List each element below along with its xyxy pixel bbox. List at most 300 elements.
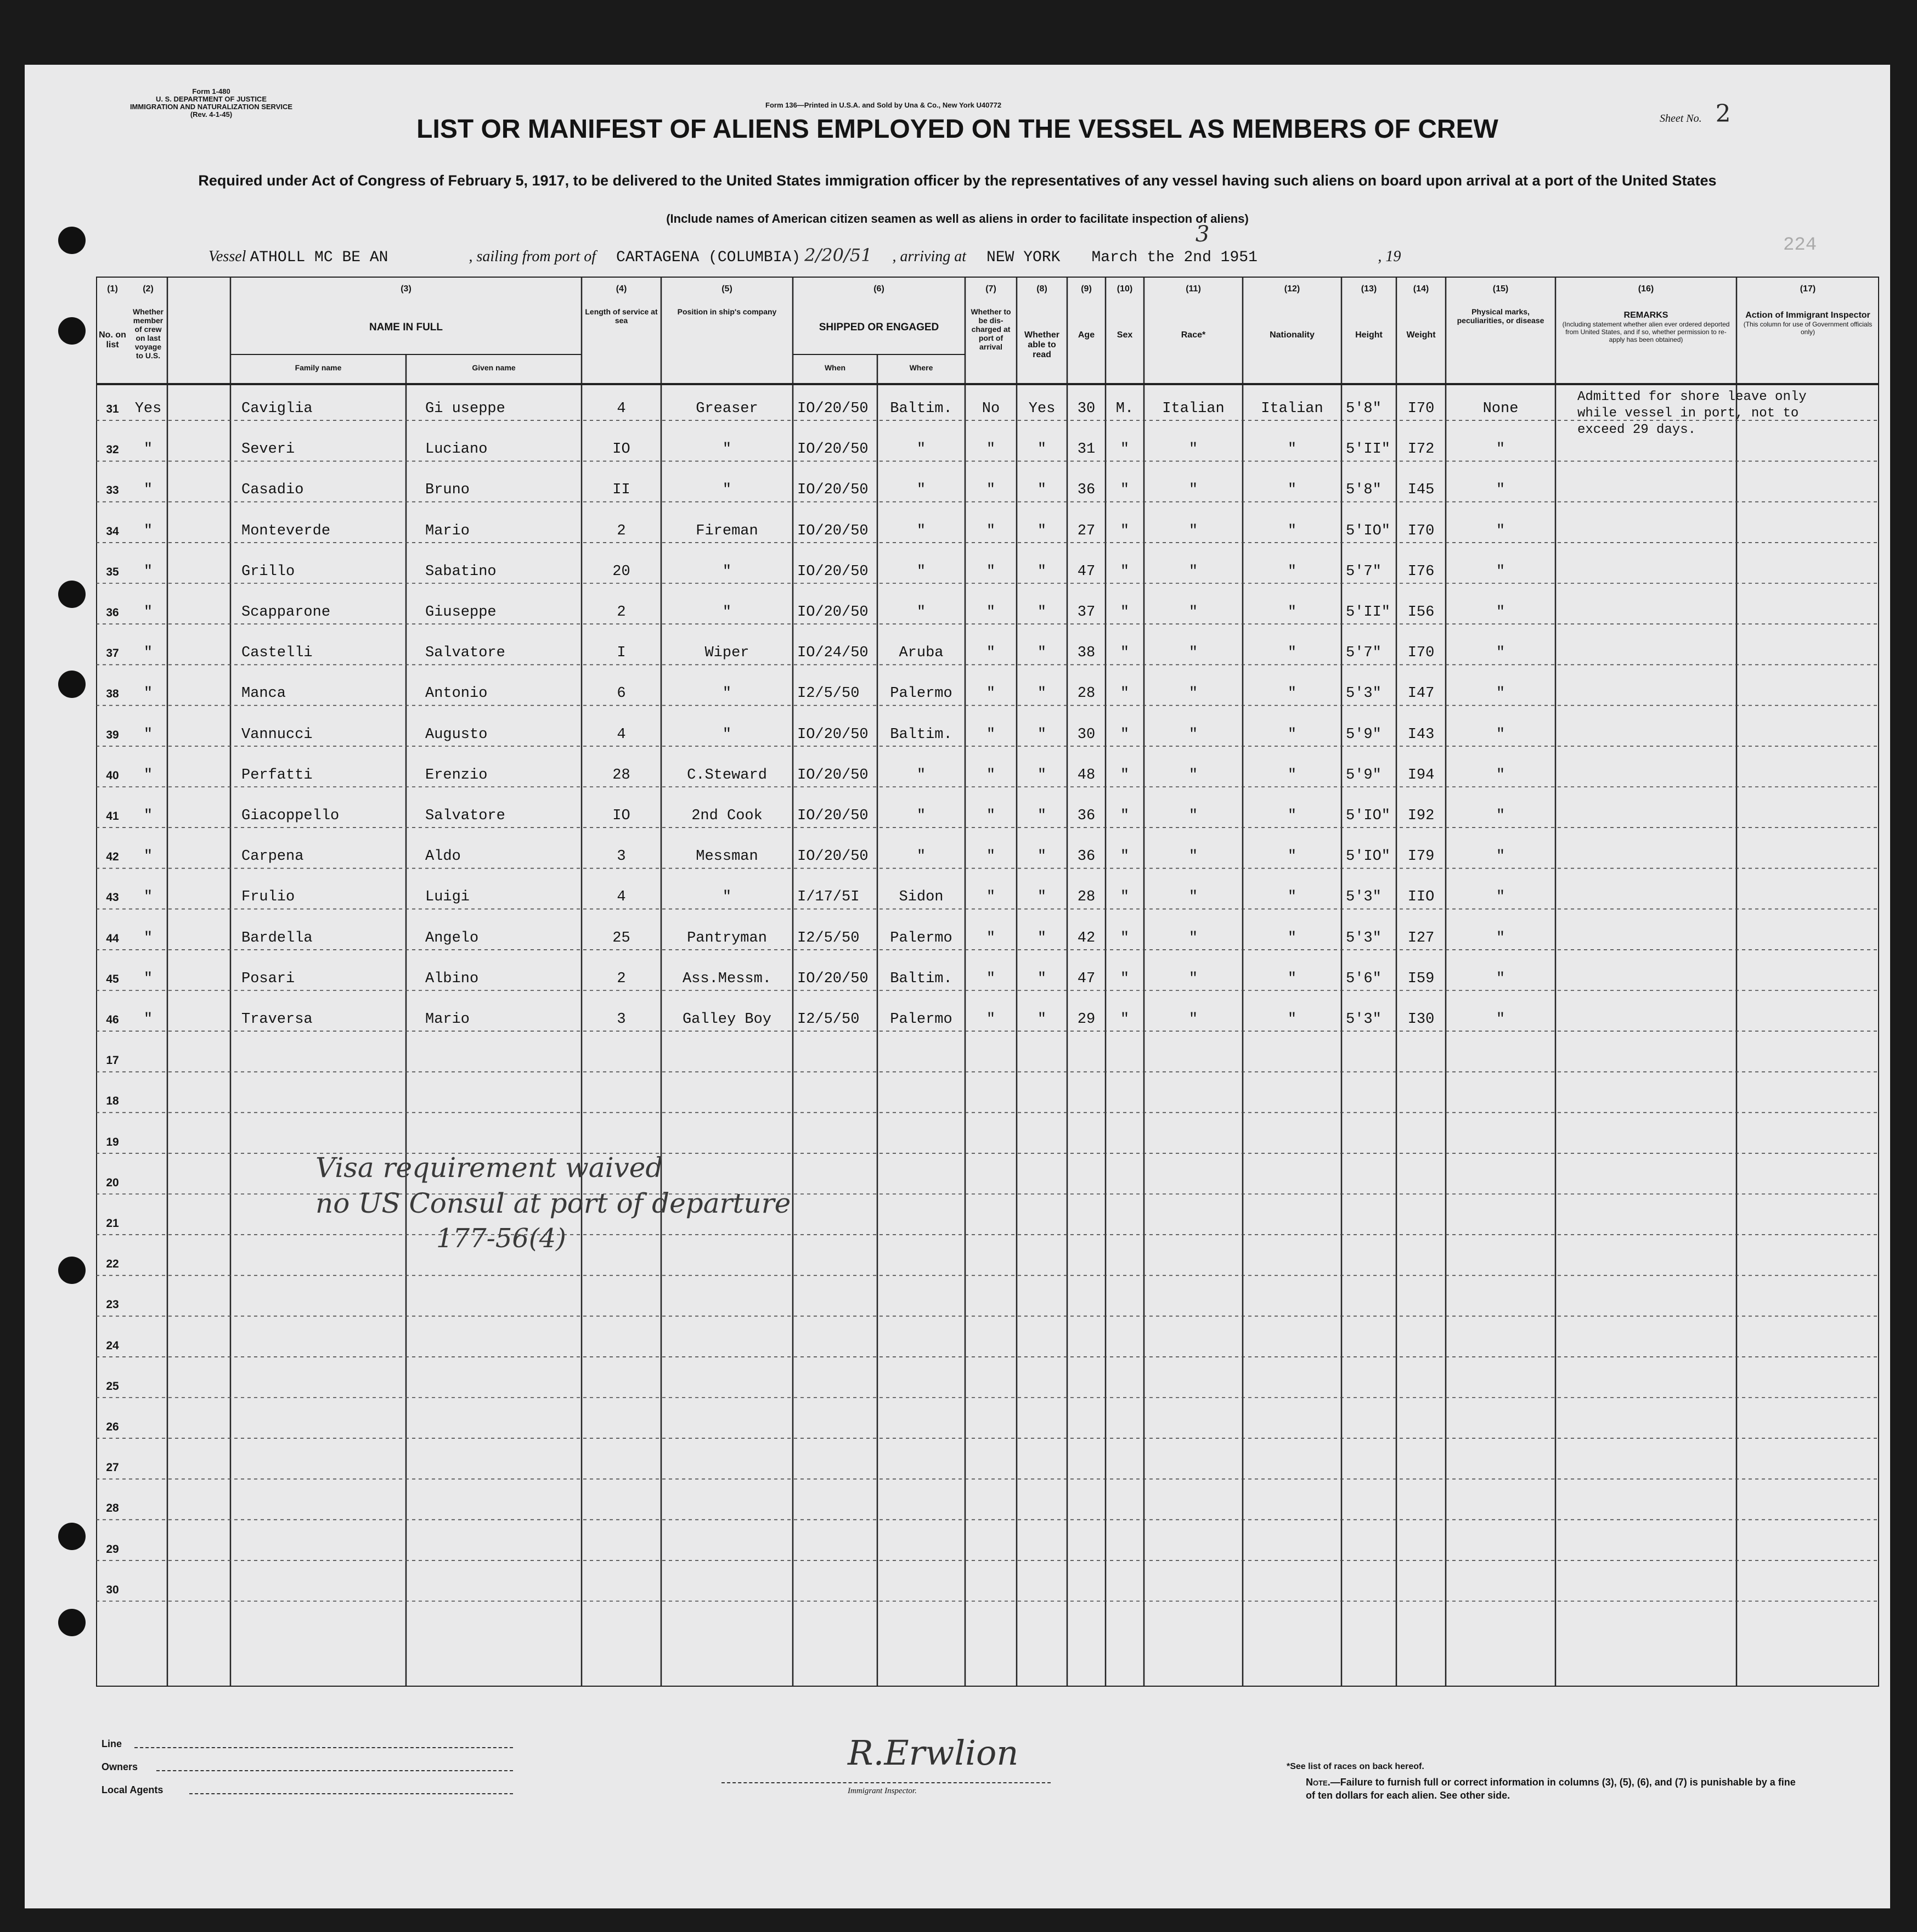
cell-service: 2 bbox=[617, 604, 626, 621]
cell-height: 5'7" bbox=[1346, 563, 1382, 580]
cell-nationality: " bbox=[1287, 604, 1297, 621]
cell-nationality: " bbox=[1287, 645, 1297, 662]
row-number: 22 bbox=[106, 1258, 119, 1271]
cell-sex: " bbox=[1120, 970, 1130, 987]
row-number: 30 bbox=[106, 1583, 119, 1596]
cell-nationality: " bbox=[1287, 889, 1297, 906]
binder-hole bbox=[58, 227, 86, 254]
column-header-label: Race* bbox=[1181, 330, 1206, 340]
cell-given: Albino bbox=[425, 970, 479, 987]
column-number: (16) bbox=[1638, 284, 1654, 294]
cell-marks: None bbox=[1482, 401, 1519, 417]
cell-given: Luciano bbox=[425, 441, 488, 458]
cell-race: Italian bbox=[1162, 401, 1225, 417]
cell-weight: I94 bbox=[1407, 767, 1435, 784]
column-header bbox=[1399, 330, 1444, 340]
cell-age: 30 bbox=[1077, 726, 1096, 743]
column-header-label: NAME IN FULL bbox=[369, 322, 443, 333]
cell-race: " bbox=[1188, 441, 1198, 458]
cell-race: " bbox=[1188, 889, 1198, 906]
column-header-note: (Including statement whether alien ever ordered deported from United States, and if so, whether permission to re-apply has been obtained) bbox=[1562, 320, 1730, 343]
cell-sex: " bbox=[1120, 685, 1130, 702]
cell-age: 27 bbox=[1077, 522, 1096, 539]
cell-nationality: " bbox=[1287, 767, 1297, 784]
cell-where: " bbox=[916, 441, 926, 458]
cell-when: I2/5/50 bbox=[797, 1011, 860, 1028]
column-header-label: Weight bbox=[1406, 330, 1436, 340]
cell-given: Giuseppe bbox=[425, 604, 497, 621]
family-name-header: Family name bbox=[295, 363, 342, 372]
cell-prev: " bbox=[143, 889, 153, 906]
cell-age: 28 bbox=[1077, 889, 1096, 906]
cell-sex: " bbox=[1120, 889, 1130, 906]
cell-read: Yes bbox=[1028, 401, 1056, 417]
row-number: 45 bbox=[106, 972, 119, 985]
cell-given: Salvatore bbox=[425, 808, 505, 824]
cell-when: I2/5/50 bbox=[797, 930, 860, 947]
cell-family: Manca bbox=[241, 685, 286, 702]
cell-race: " bbox=[1188, 685, 1198, 702]
arrival-date: March the 2nd 1951 bbox=[1091, 249, 1258, 266]
cell-race: " bbox=[1188, 645, 1198, 662]
cell-prev: " bbox=[143, 482, 153, 499]
cell-age: 47 bbox=[1077, 563, 1096, 580]
column-header-label: Length of service at sea bbox=[585, 307, 658, 325]
column-number: (7) bbox=[985, 284, 996, 294]
cell-position: " bbox=[722, 563, 732, 580]
cell-given: Aldo bbox=[425, 848, 461, 865]
cell-marks: " bbox=[1496, 482, 1506, 499]
cell-where: Baltim. bbox=[890, 970, 952, 987]
cell-when: IO/24/50 bbox=[797, 645, 869, 662]
cell-nationality: " bbox=[1287, 930, 1297, 947]
inspector-signature: R.Erwlion bbox=[848, 1733, 1019, 1773]
cell-prev: " bbox=[143, 645, 153, 662]
column-header-label: Physical marks, peculiarities, or disease bbox=[1457, 307, 1544, 325]
cell-marks: " bbox=[1496, 848, 1506, 865]
column-number: (3) bbox=[401, 284, 411, 294]
column-number: (12) bbox=[1284, 284, 1300, 294]
cell-marks: " bbox=[1496, 930, 1506, 947]
row-number: 26 bbox=[106, 1421, 119, 1433]
cell-service: 2 bbox=[617, 970, 626, 987]
cell-discharged: " bbox=[986, 563, 996, 580]
column-number: (11) bbox=[1186, 284, 1201, 294]
cell-age: 28 bbox=[1077, 685, 1096, 702]
row-number: 19 bbox=[106, 1135, 119, 1148]
column-number: (1) bbox=[107, 284, 118, 294]
cell-service: 2 bbox=[617, 522, 626, 539]
cell-family: Perfatti bbox=[241, 767, 313, 784]
cell-sex: " bbox=[1120, 767, 1130, 784]
cell-position: C.Steward bbox=[687, 767, 767, 784]
footer-owners-rule bbox=[156, 1770, 513, 1771]
row-number: 23 bbox=[106, 1298, 119, 1311]
cell-when: IO/20/50 bbox=[797, 401, 869, 417]
cell-sex: " bbox=[1120, 848, 1130, 865]
column-header-label: Sex bbox=[1117, 330, 1133, 340]
cell-when: IO/20/50 bbox=[797, 441, 869, 458]
cell-where: " bbox=[916, 482, 926, 499]
cell-service: 25 bbox=[612, 930, 630, 947]
cell-family: Giacoppello bbox=[241, 808, 340, 824]
cell-race: " bbox=[1188, 604, 1198, 621]
cell-nationality: " bbox=[1287, 441, 1297, 458]
cell-marks: " bbox=[1496, 767, 1506, 784]
cell-nationality: " bbox=[1287, 563, 1297, 580]
cell-given: Angelo bbox=[425, 930, 479, 947]
remarks-line: Admitted for shore leave only bbox=[1577, 390, 1807, 404]
column-header bbox=[98, 330, 127, 350]
row-number: 35 bbox=[106, 565, 119, 578]
cell-marks: " bbox=[1496, 563, 1506, 580]
cell-height: 5'3" bbox=[1346, 930, 1382, 947]
cell-read: " bbox=[1037, 482, 1047, 499]
cell-discharged: " bbox=[986, 645, 996, 662]
cell-service: 3 bbox=[617, 1011, 626, 1028]
cell-position: " bbox=[722, 685, 732, 702]
cell-sex: " bbox=[1120, 441, 1130, 458]
row-number: 44 bbox=[106, 932, 119, 945]
cell-marks: " bbox=[1496, 970, 1506, 987]
cell-family: Vannucci bbox=[241, 726, 313, 743]
cell-marks: " bbox=[1496, 604, 1506, 621]
cell-service: 4 bbox=[617, 401, 626, 417]
cell-read: " bbox=[1037, 441, 1047, 458]
cell-race: " bbox=[1188, 482, 1198, 499]
column-header-label: Action of Immigrant Inspector bbox=[1745, 311, 1870, 320]
cell-discharged: " bbox=[986, 726, 996, 743]
cell-service: 4 bbox=[617, 889, 626, 906]
cell-nationality: " bbox=[1287, 726, 1297, 743]
cell-read: " bbox=[1037, 930, 1047, 947]
cell-where: " bbox=[916, 563, 926, 580]
row-number: 37 bbox=[106, 647, 119, 660]
cell-position: Greaser bbox=[696, 401, 758, 417]
cell-when: IO/20/50 bbox=[797, 848, 869, 865]
include-note: (Include names of American citizen seamen as well as aliens in order to facilitate inspection of aliens) bbox=[666, 212, 1249, 226]
cell-position: 2nd Cook bbox=[691, 808, 763, 824]
cell-when: IO/20/50 bbox=[797, 726, 869, 743]
cell-race: " bbox=[1188, 848, 1198, 865]
cell-sex: " bbox=[1120, 1011, 1130, 1028]
column-header-note: (This column for use of Government officials only) bbox=[1743, 320, 1873, 336]
cell-read: " bbox=[1037, 726, 1047, 743]
cell-age: 47 bbox=[1077, 970, 1096, 987]
cell-discharged: " bbox=[986, 1011, 996, 1028]
vessel-line bbox=[208, 222, 1401, 267]
cell-age: 36 bbox=[1077, 848, 1096, 865]
column-number: (5) bbox=[721, 284, 732, 294]
cell-age: 36 bbox=[1077, 808, 1096, 824]
cell-height: 5'3" bbox=[1346, 1011, 1382, 1028]
binder-hole bbox=[58, 671, 86, 698]
year-label: , 19 bbox=[1378, 248, 1401, 265]
row-number: 46 bbox=[106, 1013, 119, 1026]
cell-given: Augusto bbox=[425, 726, 488, 743]
column-header bbox=[1069, 330, 1103, 340]
remarks-line: exceed 29 days. bbox=[1577, 423, 1696, 437]
cell-discharged: " bbox=[986, 441, 996, 458]
column-number: (8) bbox=[1036, 284, 1047, 294]
column-number: (4) bbox=[616, 284, 627, 294]
race-note: *See list of races on back hereof. bbox=[1287, 1762, 1424, 1771]
cell-where: " bbox=[916, 808, 926, 824]
cell-nationality: " bbox=[1287, 970, 1297, 987]
cell-weight: I76 bbox=[1407, 563, 1435, 580]
cell-read: " bbox=[1037, 889, 1047, 906]
binder-hole bbox=[58, 1523, 86, 1550]
cell-where: " bbox=[916, 767, 926, 784]
cell-family: Grillo bbox=[241, 563, 295, 580]
cell-race: " bbox=[1188, 1011, 1198, 1028]
cell-marks: " bbox=[1496, 889, 1506, 906]
cell-service: 6 bbox=[617, 685, 626, 702]
cell-race: " bbox=[1188, 767, 1198, 784]
arrival-day-handwritten: 3 bbox=[1195, 222, 1210, 247]
column-header bbox=[663, 307, 791, 316]
binder-hole bbox=[58, 1609, 86, 1636]
cell-height: 5'8" bbox=[1346, 482, 1382, 499]
cell-given: Antonio bbox=[425, 685, 488, 702]
row-number: 29 bbox=[106, 1542, 119, 1556]
page-subtitle: Required under Act of Congress of February 5, 1917, to be delivered to the United States immigration officer by the representatives of any vessel having such aliens on board upon arrival at a port of the United States bbox=[198, 172, 1717, 189]
arrival-port: NEW YORK bbox=[986, 249, 1061, 266]
cell-sex: " bbox=[1120, 726, 1130, 743]
cell-prev: Yes bbox=[134, 401, 162, 417]
form-number: Form 1-480 bbox=[192, 87, 230, 95]
cell-read: " bbox=[1037, 645, 1047, 662]
cell-height: 5'3" bbox=[1346, 889, 1382, 906]
cell-discharged: " bbox=[986, 808, 996, 824]
cell-where: " bbox=[916, 522, 926, 539]
cell-height: 5'IO" bbox=[1346, 522, 1391, 539]
cell-nationality: " bbox=[1287, 848, 1297, 865]
cell-sex: " bbox=[1120, 645, 1130, 662]
cell-weight: I27 bbox=[1407, 930, 1435, 947]
cell-age: 48 bbox=[1077, 767, 1096, 784]
column-header-label: Whether member of crew on last voyage to U.S. bbox=[133, 307, 163, 360]
cell-height: 5'9" bbox=[1346, 767, 1382, 784]
cell-where: Aruba bbox=[899, 645, 944, 662]
cell-when: IO/20/50 bbox=[797, 767, 869, 784]
cell-nationality: " bbox=[1287, 522, 1297, 539]
cell-weight: I92 bbox=[1407, 808, 1435, 824]
cell-nationality: " bbox=[1287, 685, 1297, 702]
cell-marks: " bbox=[1496, 726, 1506, 743]
cell-given: Salvatore bbox=[425, 645, 505, 662]
manifest-sheet bbox=[25, 65, 1890, 1908]
column-header bbox=[1108, 330, 1142, 340]
cell-family: Scapparone bbox=[241, 604, 331, 621]
fine-note bbox=[1306, 1776, 1800, 1802]
cell-where: Palermo bbox=[890, 930, 952, 947]
column-number: (17) bbox=[1800, 284, 1816, 294]
department-name: U. S. DEPARTMENT OF JUSTICE bbox=[156, 95, 267, 103]
cell-race: " bbox=[1188, 522, 1198, 539]
cell-when: I/17/5I bbox=[797, 889, 860, 906]
cell-weight: I72 bbox=[1407, 441, 1435, 458]
cell-discharged: " bbox=[986, 889, 996, 906]
cell-position: Fireman bbox=[696, 522, 758, 539]
column-number: (2) bbox=[143, 284, 154, 294]
column-number: (10) bbox=[1117, 284, 1133, 294]
cell-given: Bruno bbox=[425, 482, 470, 499]
cell-when: I2/5/50 bbox=[797, 685, 860, 702]
column-header bbox=[1739, 311, 1877, 336]
column-header bbox=[795, 323, 963, 333]
cell-service: IO bbox=[612, 441, 630, 458]
inspector-label: Immigrant Inspector. bbox=[848, 1787, 917, 1795]
cell-race: " bbox=[1188, 808, 1198, 824]
column-number: (6) bbox=[873, 284, 884, 294]
cell-weight: I70 bbox=[1407, 401, 1435, 417]
row-number: 17 bbox=[106, 1054, 119, 1067]
cell-marks: " bbox=[1496, 1011, 1506, 1028]
cell-given: Mario bbox=[425, 522, 470, 539]
cell-discharged: " bbox=[986, 482, 996, 499]
cell-read: " bbox=[1037, 1011, 1047, 1028]
footer-agents-label: Local Agents bbox=[102, 1784, 163, 1795]
cell-marks: " bbox=[1496, 522, 1506, 539]
cell-discharged: " bbox=[986, 848, 996, 865]
cell-discharged: No bbox=[982, 401, 1000, 417]
cell-discharged: " bbox=[986, 767, 996, 784]
cell-height: 5'IO" bbox=[1346, 808, 1391, 824]
cell-service: I bbox=[617, 645, 626, 662]
sheet-number-label: Sheet No. bbox=[1660, 112, 1702, 125]
cell-sex: " bbox=[1120, 604, 1130, 621]
row-number: 31 bbox=[106, 403, 119, 415]
arriving-label: , arriving at bbox=[892, 248, 967, 265]
cell-weight: IIO bbox=[1407, 889, 1435, 906]
cell-service: 20 bbox=[612, 563, 630, 580]
handwritten-note: 177-56(4) bbox=[436, 1223, 566, 1254]
column-header-label: Nationality bbox=[1270, 330, 1315, 340]
cell-when: IO/20/50 bbox=[797, 522, 869, 539]
cell-sex: " bbox=[1120, 808, 1130, 824]
column-header bbox=[1019, 330, 1065, 360]
cell-discharged: " bbox=[986, 604, 996, 621]
printer-line: Form 136—Printed in U.S.A. and Sold by Una & Co., New York U40772 bbox=[765, 101, 1002, 109]
cell-position: Galley Boy bbox=[682, 1011, 772, 1028]
cell-age: 36 bbox=[1077, 482, 1096, 499]
cell-nationality: Italian bbox=[1261, 401, 1323, 417]
cell-age: 38 bbox=[1077, 645, 1096, 662]
when-header: When bbox=[824, 363, 846, 372]
row-number: 18 bbox=[106, 1095, 119, 1108]
cell-height: 5'9" bbox=[1346, 726, 1382, 743]
cell-race: " bbox=[1188, 563, 1198, 580]
column-header bbox=[584, 307, 659, 325]
cell-when: IO/20/50 bbox=[797, 970, 869, 987]
cell-family: Posari bbox=[241, 970, 295, 987]
cell-family: Severi bbox=[241, 441, 295, 458]
row-number: 27 bbox=[106, 1461, 119, 1474]
cell-weight: I59 bbox=[1407, 970, 1435, 987]
cell-family: Frulio bbox=[241, 889, 295, 906]
page-title: LIST OR MANIFEST OF ALIENS EMPLOYED ON THE VESSEL AS MEMBERS OF CREW bbox=[416, 115, 1498, 144]
cell-weight: I79 bbox=[1407, 848, 1435, 865]
cell-race: " bbox=[1188, 930, 1198, 947]
row-number: 32 bbox=[106, 443, 119, 457]
cell-family: Castelli bbox=[241, 645, 313, 662]
cell-height: 5'IO" bbox=[1346, 848, 1391, 865]
row-number: 36 bbox=[106, 606, 119, 619]
page-stamp: 224 bbox=[1783, 235, 1817, 256]
cell-read: " bbox=[1037, 685, 1047, 702]
column-header-label: REMARKS bbox=[1623, 311, 1668, 320]
row-number: 33 bbox=[106, 484, 119, 497]
column-header-label: No. on list bbox=[99, 330, 126, 350]
cell-discharged: " bbox=[986, 930, 996, 947]
cell-age: 30 bbox=[1077, 401, 1096, 417]
where-header: Where bbox=[909, 363, 933, 372]
cell-prev: " bbox=[143, 522, 153, 539]
cell-when: IO/20/50 bbox=[797, 808, 869, 824]
column-header bbox=[1558, 311, 1734, 343]
column-header-label: Age bbox=[1078, 330, 1095, 340]
cell-read: " bbox=[1037, 767, 1047, 784]
column-number: (15) bbox=[1492, 284, 1509, 294]
column-number: (13) bbox=[1361, 284, 1377, 294]
cell-service: IO bbox=[612, 808, 630, 824]
row-number: 41 bbox=[106, 810, 119, 823]
row-number: 42 bbox=[106, 850, 119, 864]
cell-position: " bbox=[722, 441, 732, 458]
cell-age: 37 bbox=[1077, 604, 1096, 621]
cell-height: 5'8" bbox=[1346, 401, 1382, 417]
form-revision: (Rev. 4-1-45) bbox=[190, 110, 233, 119]
inspector-signature-rule bbox=[721, 1782, 1051, 1783]
cell-family: Traversa bbox=[241, 1011, 313, 1028]
cell-prev: " bbox=[143, 604, 153, 621]
handwritten-note: Visa requirement waived bbox=[315, 1152, 663, 1184]
column-header bbox=[1448, 307, 1553, 325]
handwritten-note: no US Consul at port of departure bbox=[315, 1187, 791, 1219]
cell-position: Ass.Messm. bbox=[682, 970, 772, 987]
vessel-name: ATHOLL MC BE AN bbox=[250, 249, 388, 266]
cell-read: " bbox=[1037, 808, 1047, 824]
sheet-number-value: 2 bbox=[1715, 100, 1731, 128]
cell-weight: I45 bbox=[1407, 482, 1435, 499]
cell-read: " bbox=[1037, 848, 1047, 865]
column-header-label: SHIPPED OR ENGAGED bbox=[819, 322, 939, 333]
cell-where: " bbox=[916, 604, 926, 621]
cell-where: Baltim. bbox=[890, 401, 952, 417]
crew-table bbox=[96, 277, 1879, 1687]
cell-where: Palermo bbox=[890, 1011, 952, 1028]
column-header bbox=[233, 323, 579, 333]
cell-service: II bbox=[612, 482, 630, 499]
cell-marks: " bbox=[1496, 645, 1506, 662]
cell-prev: " bbox=[143, 930, 153, 947]
cell-position: Messman bbox=[696, 848, 758, 865]
note-label: Note. bbox=[1306, 1777, 1330, 1788]
cell-prev: " bbox=[143, 1011, 153, 1028]
cell-weight: I70 bbox=[1407, 522, 1435, 539]
footer-owners-label: Owners bbox=[102, 1761, 138, 1772]
cell-nationality: " bbox=[1287, 1011, 1297, 1028]
cell-family: Monteverde bbox=[241, 522, 331, 539]
cell-where: Baltim. bbox=[890, 726, 952, 743]
cell-where: Sidon bbox=[899, 889, 944, 906]
cell-prev: " bbox=[143, 726, 153, 743]
column-header bbox=[131, 307, 165, 360]
cell-sex: " bbox=[1120, 482, 1130, 499]
remarks-line: while vessel in port, not to bbox=[1577, 406, 1799, 421]
cell-height: 5'II" bbox=[1346, 441, 1391, 458]
